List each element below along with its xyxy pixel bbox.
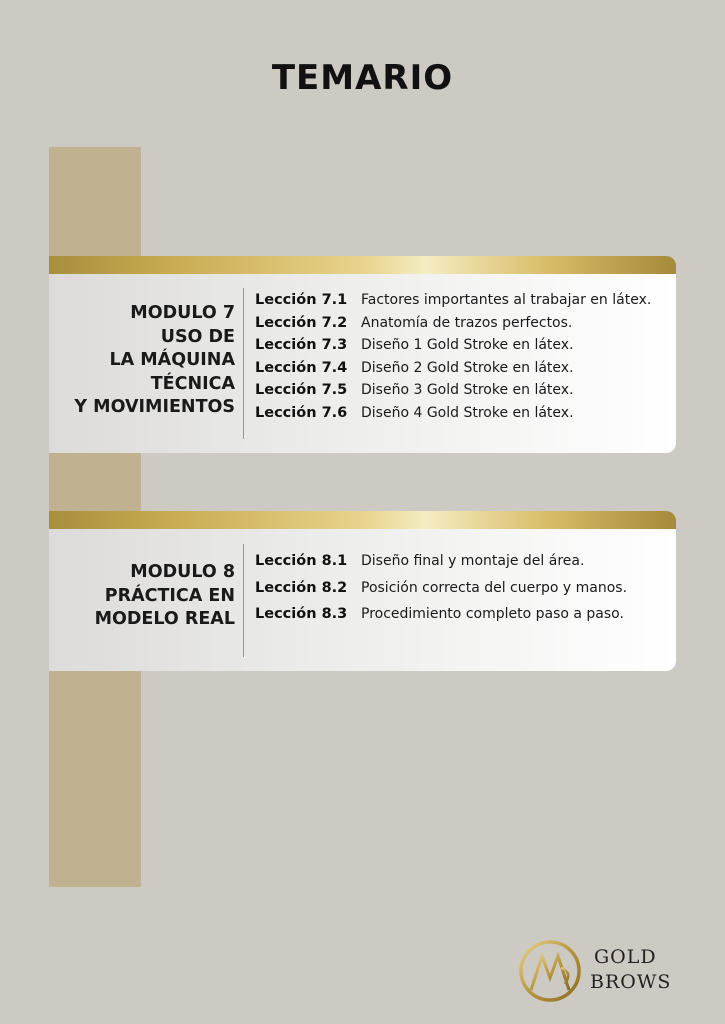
gold-brows-logo [517,938,677,1004]
lesson-list [255,550,673,630]
lesson-item [255,603,673,626]
module-card-body [49,529,676,671]
logo-text-line2: BROWS [590,971,672,993]
lesson-description: Diseño 2 Gold Stroke en látex. [361,359,574,376]
lesson-item [255,289,673,312]
gold-header-bar [49,511,676,529]
module-title-line: USO DE [160,326,235,347]
lesson-description: Diseño 4 Gold Stroke en látex. [361,404,574,421]
lesson-item [255,334,673,357]
module-title-line: MODULO 8 [130,562,235,582]
lesson-number: Lección 7.5 [255,382,348,398]
module-title-line: PRÁCTICA EN [104,585,235,606]
lesson-item [255,312,673,335]
module-title [74,302,235,420]
lesson-item [255,550,673,573]
module-title-line: LA MÁQUINA [109,350,235,370]
lesson-number: Lección 8.2 [255,579,348,596]
lesson-description: Diseño 3 Gold Stroke en látex. [361,382,574,398]
lesson-number: Lección 8.1 [255,553,348,569]
module-title-line: MODELO REAL [94,609,235,629]
lesson-number: Lección 8.3 [255,606,348,622]
module-card-8 [49,511,676,671]
lesson-number: Lección 7.2 [255,314,348,331]
lesson-number: Lección 7.3 [255,337,348,353]
lesson-item [255,357,673,380]
module-title-line: MODULO 7 [130,303,235,323]
module-title-line: Y MOVIMIENTOS [74,397,235,417]
lesson-description: Diseño final y montaje del área. [361,553,585,569]
lesson-list [255,289,673,424]
gold-header-bar [49,256,676,274]
lesson-number: Lección 7.6 [255,404,348,421]
module-card-body [49,274,676,453]
lesson-description: Factores importantes al trabajar en látex. [361,292,652,308]
gold-brows-monogram-icon [517,938,583,1004]
lesson-description: Anatomía de trazos perfectos. [361,314,573,331]
logo-text-line1: GOLD [594,946,657,968]
lesson-number: Lección 7.1 [255,292,348,308]
vertical-divider [243,288,244,439]
lesson-item [255,379,673,402]
vertical-divider [243,544,244,657]
module-title-line: TÉCNICA [150,373,235,394]
module-title [95,561,235,632]
lesson-description: Diseño 1 Gold Stroke en látex. [361,337,574,353]
module-card-7 [49,256,676,453]
lesson-description: Posición correcta del cuerpo y manos. [361,579,628,596]
lesson-item [255,402,673,425]
lesson-description: Procedimiento completo paso a paso. [361,606,624,622]
lesson-item [255,577,673,600]
page-title: TEMARIO [271,58,454,98]
lesson-number: Lección 7.4 [255,359,348,376]
